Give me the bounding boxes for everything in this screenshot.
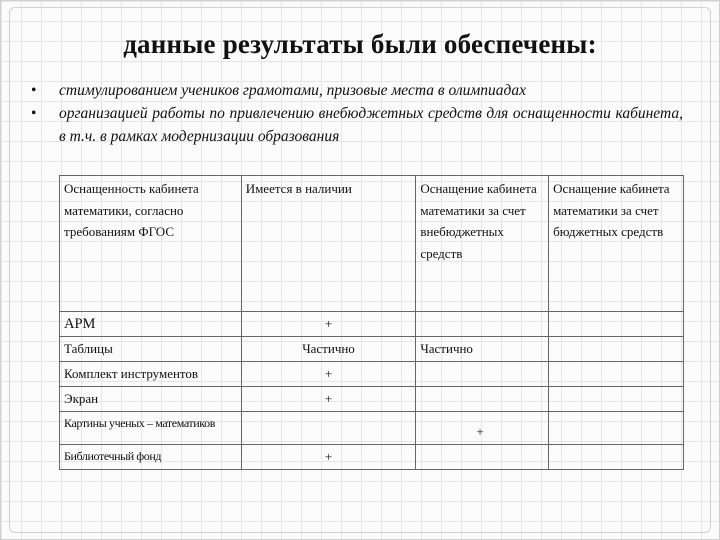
header-budget: Оснащение кабинета математики за счет бюджетных средств (549, 176, 684, 312)
table-header-row (60, 176, 684, 312)
table-row (60, 445, 684, 470)
cell-available: + (241, 312, 416, 337)
table-row (60, 337, 684, 362)
bullet-list (29, 79, 683, 148)
bullet-text: организацией работы по привлечению внебюджетных средств для оснащенности кабинета, в т.ч. в рамках модернизации образования (59, 105, 683, 145)
cell-budget (549, 312, 684, 337)
cell-extrabudget: Частично (416, 337, 549, 362)
bullet-marker: • (31, 82, 37, 99)
header-available: Имеется в наличии (241, 176, 416, 312)
bullet-item (29, 102, 683, 148)
cell-item: Экран (60, 387, 242, 412)
cell-budget (549, 445, 684, 470)
cell-extrabudget (416, 445, 549, 470)
table-row (60, 387, 684, 412)
cell-item: АРМ (60, 312, 242, 337)
table-row (60, 312, 684, 337)
cell-available: + (241, 445, 416, 470)
bullet-marker: • (31, 105, 37, 122)
cell-extrabudget: + (416, 412, 549, 445)
cell-available: + (241, 387, 416, 412)
slide-title: данные результаты были обеспечены: (123, 29, 597, 59)
header-equipment: Оснащенность кабинета математики, согласно требованиям ФГОС (60, 176, 242, 312)
cell-available (241, 412, 416, 445)
cell-extrabudget (416, 387, 549, 412)
header-extrabudget: Оснащение кабинета математики за счет внебюджетных средств (416, 176, 549, 312)
equipment-table (59, 175, 684, 470)
cell-budget (549, 362, 684, 387)
cell-item: Библиотечный фонд (60, 445, 242, 470)
cell-item: Таблицы (60, 337, 242, 362)
cell-item: Картины ученых – математиков (60, 412, 242, 445)
bullet-text: стимулированием учеников грамотами, призовые места в олимпиадах (59, 82, 526, 99)
cell-available: + (241, 362, 416, 387)
cell-budget (549, 387, 684, 412)
cell-available: Частично (241, 337, 416, 362)
cell-budget (549, 337, 684, 362)
cell-extrabudget (416, 312, 549, 337)
cell-budget (549, 412, 684, 445)
table-row (60, 412, 684, 445)
cell-extrabudget (416, 362, 549, 387)
cell-item: Комплект инструментов (60, 362, 242, 387)
bullet-item (29, 79, 683, 102)
table-row (60, 362, 684, 387)
